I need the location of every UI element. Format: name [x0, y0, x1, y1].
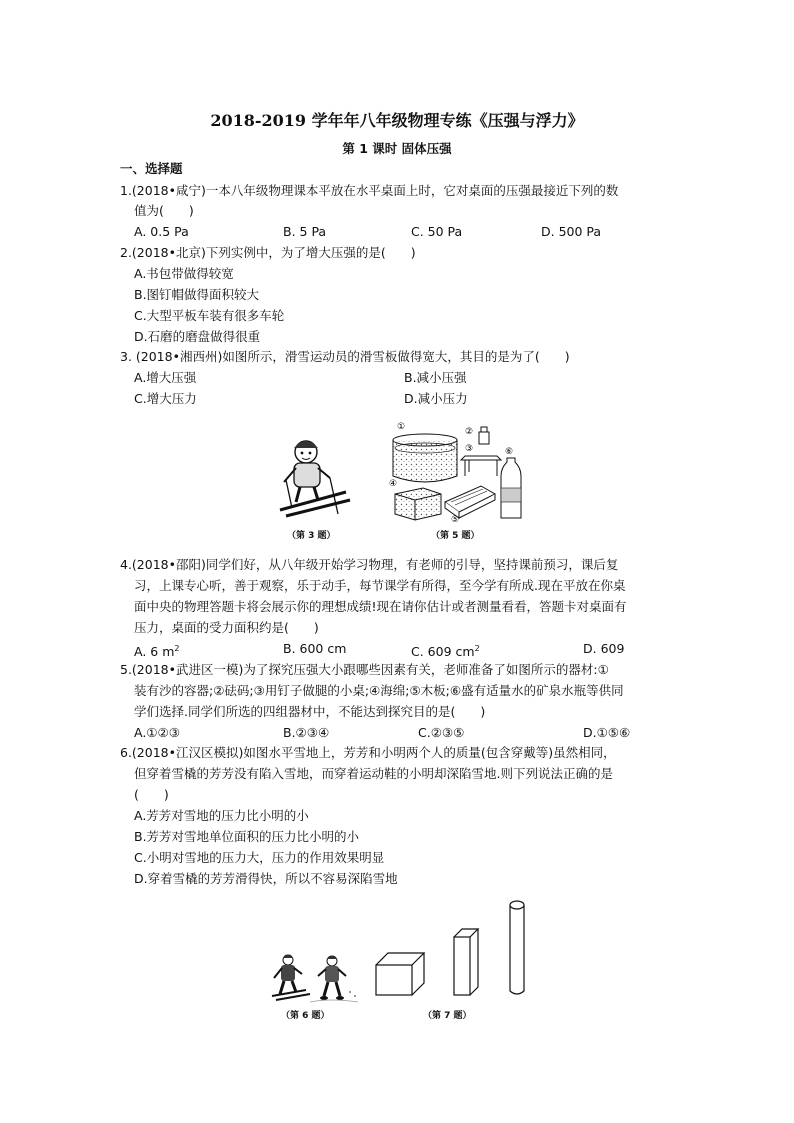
- question-4-line-3: 面中央的物理答题卡将会展示你的理想成绩!现在请你估计或者测量看看，答题卡对桌面有: [134, 599, 627, 614]
- question-3-option-b: B.减小压强: [404, 370, 467, 385]
- document-title: 2018-2019 学年年八年级物理专练《压强与浮力》: [210, 111, 584, 130]
- question-1-option-a: A. 0.5 Pa: [134, 224, 189, 239]
- skier-figure: [272, 438, 354, 522]
- question-3-option-c: C.增大压力: [134, 391, 197, 406]
- question-4-option-b: B. 600 cm: [283, 641, 347, 656]
- figure-7-caption: （第 7 题）: [423, 1011, 472, 1021]
- question-5-line-3: 学们选择.同学们所选的四组器材中，不能达到探究目的是( ): [134, 704, 486, 719]
- question-2-option-b: B.图钉帽做得面积较大: [134, 287, 260, 302]
- label-1: ①: [397, 422, 406, 432]
- question-6-option-a: A.芳芳对雪地的压力比小明的小: [134, 808, 309, 823]
- question-2-option-c: C.大型平板车装有很多车轮: [134, 308, 285, 323]
- question-4-option-d: D. 609: [583, 641, 625, 656]
- question-1-option-d: D. 500 Pa: [541, 224, 602, 239]
- question-1-line-1: 1.(2018•咸宁)一本八年级物理课本平放在水平桌面上时，它对桌面的压强最接近下列的数: [120, 183, 619, 198]
- question-5-line-1: 5.(2018•武进区一模)为了探究压强大小跟哪些因素有关，老师准备了如图所示的器材:①: [120, 662, 609, 677]
- label-5: ⑤: [451, 515, 460, 524]
- question-5-option-d: D.①⑤⑥: [583, 725, 631, 740]
- question-6-line-2: 但穿着雪橇的芳芳没有陷入雪地，而穿着运动鞋的小明却深陷雪地.则下列说法正确的是: [134, 766, 613, 781]
- apparatus-figure: [385, 418, 527, 524]
- question-3-option-a: A.增大压强: [134, 370, 197, 385]
- question-4-line-2: 习，上课专心听，善于观察，乐于动手，每节课学有所得，至今学有所成.现在平放在你桌: [134, 578, 626, 593]
- question-3-line-1: 3. (2018•湘西州)如图所示，滑雪运动员的滑雪板做得宽大，其目的是为了( ): [120, 349, 570, 364]
- question-5-option-a: A.①②③: [134, 725, 180, 740]
- label-6: ⑥: [505, 447, 514, 457]
- section-heading: 一、选择题: [120, 161, 183, 176]
- figure-3-caption: （第 3 题）: [287, 531, 336, 541]
- question-6-option-c: C.小明对雪地的压力大，压力的作用效果明显: [134, 850, 385, 865]
- question-6-option-d: D.穿着雪橇的芳芳滑得快，所以不容易深陷雪地: [134, 871, 398, 886]
- solids-figure: [370, 893, 530, 1003]
- document-subtitle: 第 1 课时 固体压强: [342, 141, 452, 156]
- question-5-option-b: B.②③④: [283, 725, 330, 740]
- question-6-line-3: ( ): [134, 787, 169, 802]
- question-6-line-1: 6.(2018•江汉区模拟)如图水平雪地上，芳芳和小明两个人的质量(包含穿戴等)虽然相同，: [120, 745, 616, 760]
- question-3-option-d: D.减小压力: [404, 391, 468, 406]
- question-4-line-1: 4.(2018•邵阳)同学们好，从八年级开始学习物理，有老师的引导，坚持课前预习，课后复: [120, 557, 619, 572]
- question-4-line-4: 压力，桌面的受力面积约是( ): [134, 620, 319, 635]
- question-6-option-b: B.芳芳对雪地单位面积的压力比小明的小: [134, 829, 360, 844]
- question-1-option-c: C. 50 Pa: [411, 224, 463, 239]
- question-1-line-2: 值为( ): [134, 203, 194, 218]
- question-2-line-1: 2.(2018•北京)下列实例中，为了增大压强的是( ): [120, 245, 416, 260]
- snow-figure: [270, 952, 362, 1006]
- label-4: ④: [389, 479, 398, 489]
- question-1-option-b: B. 5 Pa: [283, 224, 327, 239]
- question-2-option-a: A.书包带做得较宽: [134, 266, 234, 281]
- question-2-option-d: D.石磨的磨盘做得很重: [134, 329, 261, 344]
- question-4-option-c: C. 609 $cm^2$: [411, 644, 480, 660]
- question-5-line-2: 装有沙的容器;②砝码;③用钉子做腿的小桌;④海绵;⑤木板;⑥盛有适量水的矿泉水瓶等供同: [134, 683, 624, 698]
- question-5-option-c: C.②③⑤: [418, 725, 465, 740]
- figure-6-caption: （第 6 题）: [281, 1011, 330, 1021]
- figure-5-caption: （第 5 题）: [431, 531, 480, 541]
- label-2: ②: [465, 427, 474, 437]
- label-3: ③: [465, 444, 474, 454]
- question-4-option-a: A. 6 $m^2$: [134, 644, 180, 660]
